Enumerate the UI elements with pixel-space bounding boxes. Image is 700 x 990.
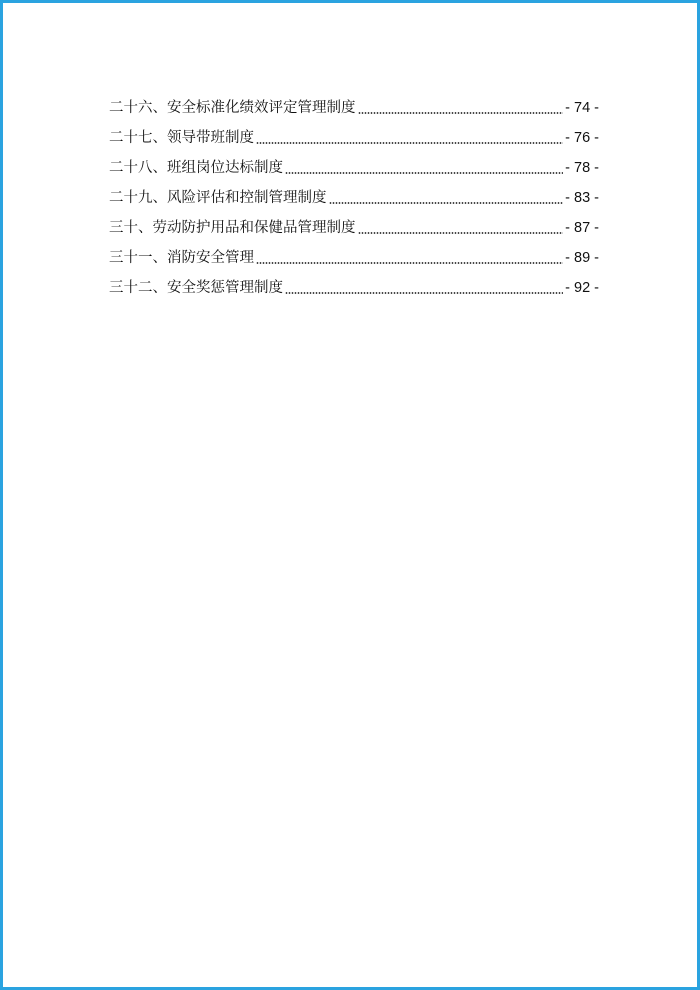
toc-entry-title: 二十九、风险评估和控制管理制度	[109, 190, 327, 206]
toc-entry[interactable]	[109, 119, 599, 149]
toc-page-number: - 89 -	[565, 250, 599, 266]
toc-page-number: - 92 -	[565, 280, 599, 296]
toc-entry[interactable]	[109, 89, 599, 119]
toc-entry-title: 二十六、安全标准化绩效评定管理制度	[109, 100, 356, 116]
toc-dot-leader	[285, 292, 563, 294]
toc-entry-title: 二十八、班组岗位达标制度	[109, 160, 283, 176]
toc-entry[interactable]	[109, 149, 599, 179]
toc-dot-leader	[256, 262, 563, 264]
toc-entry-title: 三十二、安全奖惩管理制度	[109, 280, 283, 296]
toc-page-number: - 83 -	[565, 190, 599, 206]
toc-page-number: - 78 -	[565, 160, 599, 176]
toc-entry[interactable]	[109, 239, 599, 269]
toc-dot-leader	[329, 202, 564, 204]
toc-entry-title: 三十、劳动防护用品和保健品管理制度	[109, 220, 356, 236]
toc-entry[interactable]	[109, 269, 599, 299]
toc-entry-title: 三十一、消防安全管理	[109, 250, 254, 266]
toc-page-number: - 76 -	[565, 130, 599, 146]
toc-dot-leader	[285, 172, 563, 174]
toc-dot-leader	[358, 232, 564, 234]
toc-page-number: - 87 -	[565, 220, 599, 236]
toc-entry[interactable]	[109, 209, 599, 239]
toc-entry[interactable]	[109, 179, 599, 209]
toc-dot-leader	[358, 112, 564, 114]
table-of-contents	[109, 89, 599, 299]
toc-page-number: - 74 -	[565, 100, 599, 116]
toc-entry-title: 二十七、领导带班制度	[109, 130, 254, 146]
toc-dot-leader	[256, 142, 563, 144]
